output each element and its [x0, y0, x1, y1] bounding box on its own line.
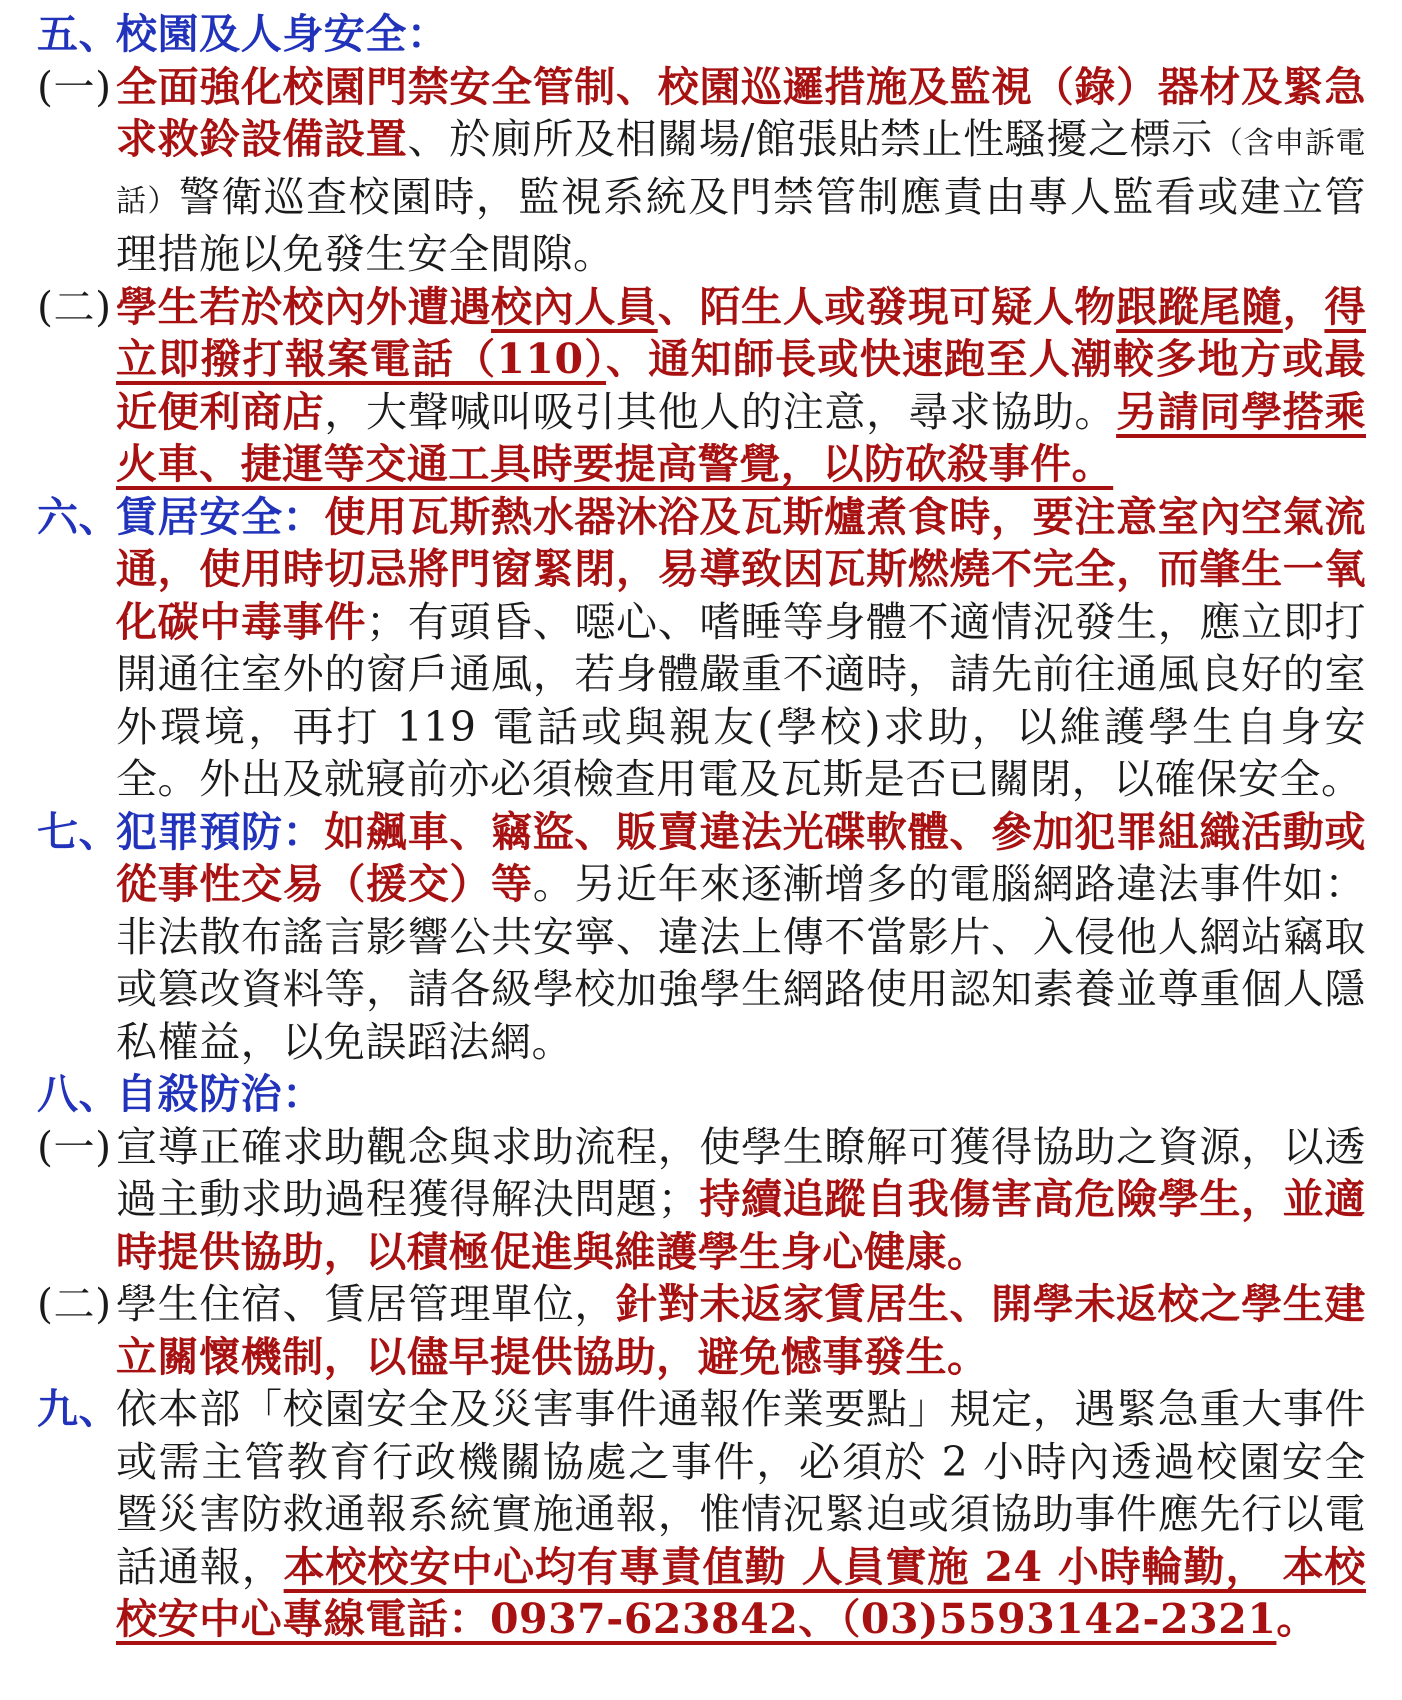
- paragraph: [37, 1121, 1366, 1279]
- text-run: 跟蹤尾隨: [1116, 282, 1283, 331]
- text-run: 持續追蹤自我傷害高危險學生，並適時提供協助，以積極促進與維護學生身心健康。: [116, 1175, 1366, 1276]
- list-marker: 六、: [37, 492, 121, 541]
- text-run: 、通知師長或快速跑至人潮較多地方或最近便利商店: [116, 335, 1367, 436]
- text-run: 。另近年來逐漸增多的電腦網路違法事件如：非法散布謠言影響公共安寧、違法上傳不當影片、入侵他人網站竊取或篡改資料等，請各級學校加強學生網路使用認知素養並尊重個人隱私權益，以免誤蹈法網。: [116, 860, 1367, 1066]
- document-body: [37, 8, 1366, 1646]
- text-run: 校園及人身安全：: [116, 10, 449, 58]
- paragraph: [37, 61, 1366, 281]
- paragraph: [37, 8, 1366, 61]
- text-run: 宣導正確求助觀念與求助流程，使學生瞭解可獲得協助之資源，以透過主動求助過程獲得解決問題；: [116, 1122, 1366, 1223]
- text-run: 校內人員: [491, 282, 658, 331]
- paragraph: [37, 1383, 1366, 1646]
- paragraph: [37, 491, 1366, 806]
- list-marker: 七、: [37, 807, 121, 856]
- text-run: 針對未返家賃居生、開學未返校之學生建立關懷機制，以儘早提供協助，避免憾事發生。: [116, 1280, 1366, 1381]
- text-run: （含申訴電話）: [116, 126, 1367, 219]
- list-marker: (二): [37, 282, 112, 331]
- list-marker: 八、: [37, 1070, 121, 1118]
- text-run: 自殺防治：: [116, 1070, 324, 1118]
- text-run: ，: [1282, 282, 1325, 331]
- text-run: 本校校安中心均有專責值勤 人員實施 24 小時輪勤， 本校校安中心專線電話：0937-623842、（03)5593142-2321: [116, 1542, 1366, 1643]
- paragraph: [37, 1068, 1366, 1121]
- text-run: 、陌生人或發現可疑人物: [657, 282, 1117, 331]
- text-run: 警衛巡查校園時，監視系統及門禁管制應責由專人監看或建立管理措施以免發生安全間隙。: [116, 172, 1366, 278]
- text-run: 賃居安全：: [116, 492, 325, 541]
- text-run: 另請同學搭乘火車、捷運等交通工具時要提高警覺，以防砍殺事件。: [116, 387, 1366, 488]
- text-run: 學生若於校內外遭遇: [116, 282, 492, 331]
- text-run: 依本部「校園安全及災害事件通報作業要點」規定，遇緊急重大事件或需主管教育行政機關協處之事件，必須於 2 小時內透過校園安全暨災害防救通報系統實施通報，惟情況緊迫或須協助事件應先行以電話通報，: [116, 1385, 1366, 1591]
- paragraph: [37, 281, 1366, 491]
- text-run: ；有頭昏、噁心、嗜睡等身體不適情況發生，應立即打開通往室外的窗戶通風，若身體嚴重不適時，請先前往通風良好的室外環境，再打 119 電話或與親友(學校)求助，以維護學生自身安全。外出及就寢前亦必須檢查用電及瓦斯是否已關閉，以確保安全。: [116, 597, 1366, 803]
- paragraph: [37, 1278, 1366, 1383]
- list-marker: (一): [37, 62, 112, 111]
- list-marker: (一): [37, 1122, 112, 1171]
- paragraph: [37, 806, 1366, 1069]
- text-run: 如飆車、竊盜、販賣違法光碟軟體、參加犯罪組織活動或從事性交易（援交）等: [116, 807, 1367, 908]
- text-run: 犯罪預防：: [116, 807, 325, 856]
- text-run: 得立即撥打報案電話（110）: [116, 282, 1366, 383]
- text-run: 全面強化校園門禁安全管制、校園巡邏措施及監視（錄）器材及緊急求救鈴設備設置: [116, 62, 1366, 163]
- list-marker: 五、: [37, 10, 121, 58]
- list-marker: (二): [37, 1280, 112, 1328]
- text-run: 、於廁所及相關場/館張貼禁止性騷擾之標示: [407, 115, 1213, 163]
- text-run: 使用瓦斯熱水器沐浴及瓦斯爐煮食時，要注意室內空氣流通，使用時切忌將門窗緊閉，易導致因瓦斯燃燒不完全，而肇生一氧化碳中毒事件: [116, 492, 1367, 646]
- text-run: 學生住宿、賃居管理單位，: [116, 1280, 617, 1328]
- text-run: 。: [1276, 1595, 1318, 1643]
- list-marker: 九、: [37, 1385, 121, 1433]
- text-run: ，大聲喊叫吸引其他人的注意，尋求協助。: [324, 387, 1117, 436]
